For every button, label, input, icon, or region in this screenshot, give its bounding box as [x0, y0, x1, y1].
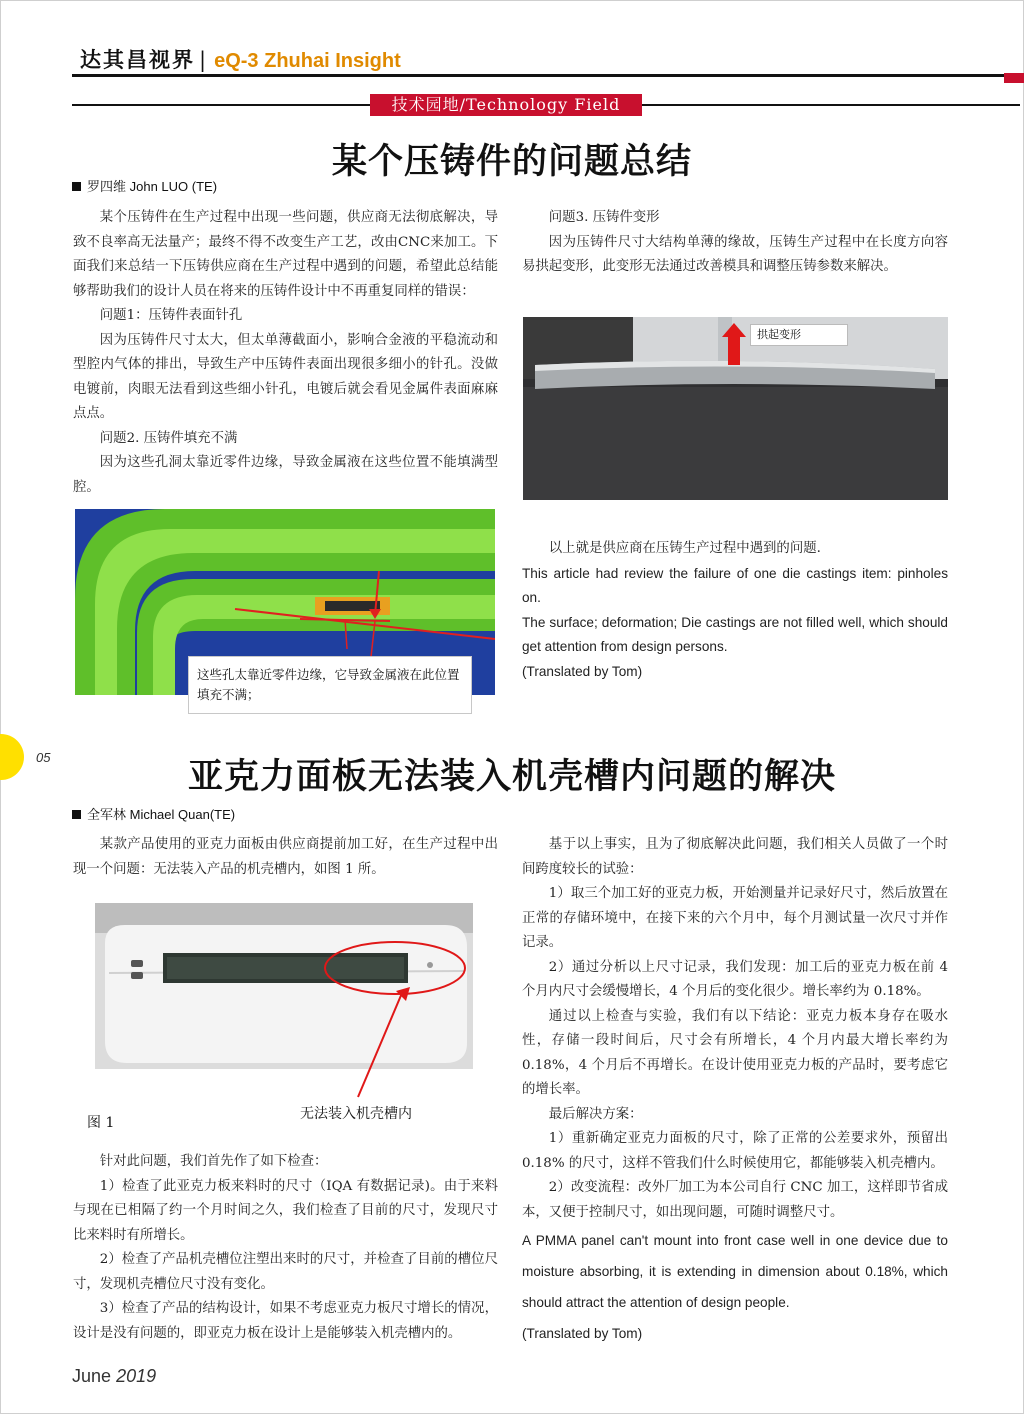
issue-date: [72, 1366, 156, 1387]
article1-title: 某个压铸件的问题总结: [331, 141, 692, 182]
deformation-label: 拱起变形: [750, 324, 848, 346]
article2-intro-column: [73, 833, 498, 882]
article1-translator: (Translated by Tom): [522, 663, 643, 679]
bullet-square-icon: [72, 182, 81, 191]
article1-summary-en-2: The surface; deformation; Die castings are not filled well, which should get attention from design persons.: [522, 614, 948, 654]
article2-left-column: [73, 1150, 498, 1346]
magazine-title-cn: 达其昌视界: [80, 47, 195, 72]
bullet-square-icon: [72, 810, 81, 819]
article2-author: [72, 804, 235, 823]
casting-fill-callout: 这些孔太靠近零件边缘，它导致金属液在此位置填充不满；: [188, 656, 472, 714]
article2-check-2: 2）检查了产品机壳槽位注塑出来时的尺寸，并检查了目前的槽位尺寸，发现机壳槽位尺寸没有变化。: [73, 1252, 498, 1292]
article2-check-3: 3）检查了产品的结构设计，如果不考虑亚克力板尺寸增长的情况，设计是没有问题的，即亚克力板在设计上是能够装入机壳槽内的。: [73, 1301, 498, 1341]
article1-problem2-text: 因为这些孔洞太靠近零件边缘，导致金属液在这些位置不能填满型腔。: [73, 455, 498, 495]
article2-solution-2: 2）改变流程：改外厂加工为本公司自行 CNC 加工，这样即节省成本，又便于控制尺寸，如出现问题，可随时调整尺寸。: [522, 1180, 948, 1220]
magazine-title-en: eQ-3 Zhuhai Insight: [214, 50, 401, 72]
article2-check-1: 1）检查了此亚克力板来料时的尺寸（IQA 有数据记录)。由于来料与现在已相隔了约一个月时间之久，我们检查了目前的尺寸，发现尺寸比来料时有所增长。: [73, 1178, 498, 1243]
issue-year: 2019: [116, 1366, 157, 1386]
article1-author-name: 罗四维 John LUO (TE): [87, 179, 218, 194]
article2-intro: 某款产品使用的亚克力面板由供应商提前加工好，在生产过程中出现一个问题：无法装入产品的机壳槽内，如图 1 所。: [73, 837, 498, 877]
article2-solution-heading: 最后解决方案：: [548, 1106, 643, 1122]
article2-translator: (Translated by Tom): [522, 1326, 643, 1341]
device-figure: [95, 903, 473, 1069]
article2-test-intro: 基于以上事实，且为了彻底解决此问题，我们相关人员做了一个时间跨度较长的试验：: [522, 837, 948, 877]
article1-problem3-heading: 问题3. 压铸件变形: [548, 210, 660, 225]
article1-summary-cn: 以上就是供应商在压铸生产过程中遇到的问题.: [548, 541, 821, 556]
device-photo: [95, 903, 473, 1069]
article2-summary-en: A PMMA panel can't mount into front case well in one device due to moisture absorbing, it is extending in dimension about 0.18%, which should attract the attention of design people.: [522, 1233, 948, 1310]
figure-caption: 无法装入机壳槽内: [300, 1106, 412, 1122]
article1-problem3-text: 因为压铸件尺寸大结构单薄的缘故，压铸生产过程中在长度方向容易拱起变形，此变形无法通过改善模具和调整压铸参数来解决。: [522, 234, 948, 274]
article2-conclusion: 通过以上检查与实验，我们有以下结论：亚克力板本身存在吸水性，存储一段时间后，尺寸会有所增长，4 个月内最大增长率约为 0.18%，4 个月后不再增长。在设计使用亚克力板的产品时，要考虑它的增长率。: [522, 1008, 948, 1097]
article1-problem1-text: 因为压铸件尺寸太大，但太单薄截面小，影响合金液的平稳流动和型腔内气体的排出，导致生产中压铸件表面出现很多细小的针孔。没做电镀前，肉眼无法看到这些细小针孔，电镀后就会看见金属件表面麻麻点点。: [73, 332, 498, 421]
article1-problem2-heading: 问题2. 压铸件填充不满: [99, 430, 238, 446]
section-tag: 技术园地/Technology Field: [370, 94, 642, 116]
article1-summary-en-1: This article had review the failure of one die castings item: pinholes on.: [522, 565, 948, 605]
article2-right-column: [522, 833, 948, 1349]
article2-check-heading: 针对此问题，我们首先作了如下检查：: [99, 1154, 328, 1169]
article2-solution-1: 1）重新确定亚克力面板的尺寸，除了正常的公差要求外，预留出 0.18% 的尺寸，这样不管我们什么时候使用它，都能够装入机壳槽内。: [522, 1131, 948, 1171]
title-separator: |: [199, 48, 209, 72]
issue-month: June: [72, 1366, 112, 1386]
article1-right-column: [522, 206, 948, 280]
article1-summary: [522, 537, 948, 684]
article2-test-2: 2）通过分析以上尺寸记录，我们发现：加工后的亚克力板在前 4 个月内尺寸会缓慢增长，4 个月后的变化很少。增长率约为 0.18%。: [522, 959, 948, 999]
article2-author-name: 全军林 Michael Quan(TE): [87, 807, 236, 822]
deformation-figure: [523, 317, 948, 500]
article1-left-column: [73, 206, 498, 500]
article1-problem1-heading: 问题1：压铸件表面针孔: [99, 308, 243, 323]
article1-intro: 某个压铸件在生产过程中出现一些问题，供应商无法彻底解决，导致不良率高无法量产；最终不得不改变生产工艺，改由CNC来加工。下面我们来总结一下压铸供应商在生产过程中遇到的问题，希望此总结能够帮助我们的设计人员在将来的压铸件设计中不再重复同样的错误：: [73, 210, 498, 299]
magazine-title: [80, 44, 401, 74]
header-rule: [72, 74, 1024, 77]
header-accent-block: [1004, 73, 1024, 83]
deformation-photo: [523, 317, 948, 500]
article1-author: [72, 176, 217, 195]
article2-title: 亚克力面板无法装入机壳槽内问题的解决: [187, 756, 836, 797]
figure-number: 图 1: [87, 1115, 115, 1131]
callout-arrow-icon: [350, 985, 410, 1100]
page-number: 05: [36, 750, 51, 765]
article2-test-1: 1）取三个加工好的亚克力板，开始测量并记录好尺寸，然后放置在正常的存储环境中，在接下来的六个月中，每个月测试量一次尺寸并作记录。: [522, 886, 948, 950]
